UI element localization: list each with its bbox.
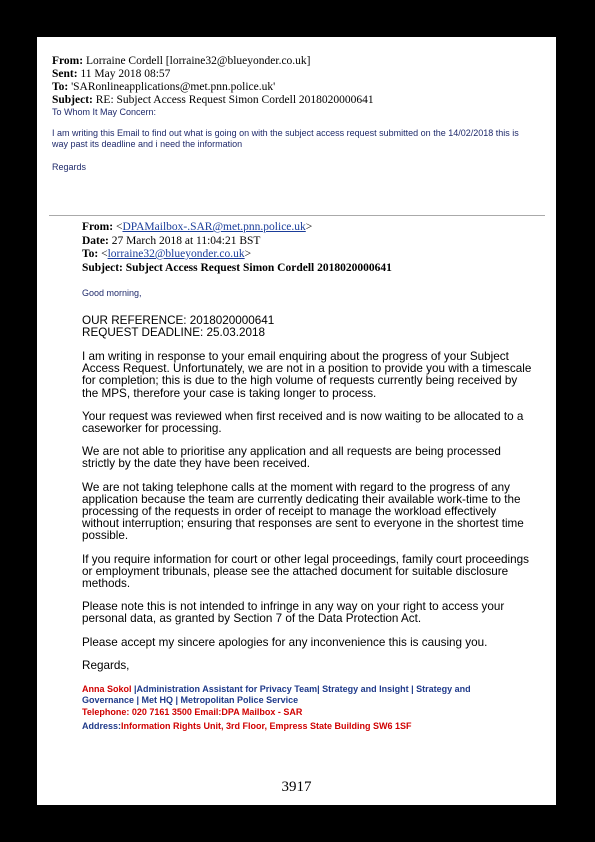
paragraph: Please accept my sincere apologies for any inconvenience this is causing you. [82,635,488,649]
document-page [37,37,556,805]
outer-body: I am writing this Email to find out what is going on with the subject access request submitted on the 14/02/2018 this is way past its deadline and i need the information [52,127,519,149]
paragraph: Your request was reviewed when first received and is now waiting to be allocated to a caseworker for processing. [82,409,524,435]
to-email-link[interactable]: lorraine32@blueyonder.co.uk [107,248,245,260]
signature-address: Address:Information Rights Unit, 3rd Floor, Empress State Building SW6 1SF [82,721,412,732]
paragraph: We are not taking telephone calls at the moment with regard to the progress of any application because the team are currently dedicating their available work-time to the processing of the requests in order of receipt to manage the workload effectively without interruption; ensuring that responses are sent to everyone in the shortest time possible. [82,480,524,543]
inner-from-line: From: <DPAMailbox-.SAR@met.pnn.police.uk> [82,221,313,233]
paragraph: Please note this is not intended to infringe in any way on your right to access your personal data, as granted by Section 7 of the Data Protection Act. [82,600,505,626]
inner-date-line: Date: 27 March 2018 at 11:04:21 BST [82,234,261,247]
reference-block [82,315,532,339]
paragraph: If you require information for court or other legal proceedings, family court proceedings or employment tribunals, please see the attached document for suitable disclosure methods. [82,552,529,590]
signature-block [82,684,532,733]
signature-contact: Telephone: 020 7161 3500 Email:DPA Mailbox - SAR [82,706,303,717]
signature-title: |Administration Assistant for Privacy Team| Strategy and Insight | Strategy and Governance | Met HQ | Metropolitan Police Service [82,683,471,706]
inner-closing: Regards, [82,658,130,672]
reference-number: OUR REFERENCE: 2018020000641 [82,313,275,327]
to-line: To: 'SARonlineapplications@met.pnn.police.uk' [52,81,276,93]
outer-email-header [52,55,530,173]
inner-email [82,221,532,733]
from-email-link[interactable]: DPAMailbox-.SAR@met.pnn.police.uk [122,221,306,233]
outer-closing: Regards [52,161,87,172]
from-line: From: Lorraine Cordell [lorraine32@blueyonder.co.uk] [52,55,311,67]
signature-name-title [82,684,502,707]
sent-line: Sent: 11 May 2018 08:57 [52,68,171,80]
inner-paragraphs [82,351,532,672]
signature-email: DPA Mailbox - SAR [221,706,303,717]
subject-line: Subject: RE: Subject Access Request Simon Cordell 2018020000641 [52,94,374,106]
signature-name: Anna Sokol [82,683,132,694]
divider [49,215,545,216]
paragraph: We are not able to prioritise any application and all requests are being processed strictly by the date they have been received. [82,445,501,471]
inner-subject-line: Subject: Subject Access Request Simon Cordell 2018020000641 [82,261,392,274]
inner-email-header [82,221,532,275]
request-deadline: REQUEST DEADLINE: 25.03.2018 [82,325,265,339]
inner-greeting: Good morning, [82,288,142,298]
paragraph: I am writing in response to your email enquiring about the progress of your Subject Access Request. Unfortunately, we are not in a position to provide you with a timescale for completion; this is due to the high volume of requests currently being received by the MPS, therefore your case is taking longer to process. [82,349,532,400]
inner-to-line: To: <lorraine32@blueyonder.co.uk> [82,248,252,260]
page-number: 3917 [281,779,312,795]
outer-greeting: To Whom It May Concern: [52,107,157,117]
